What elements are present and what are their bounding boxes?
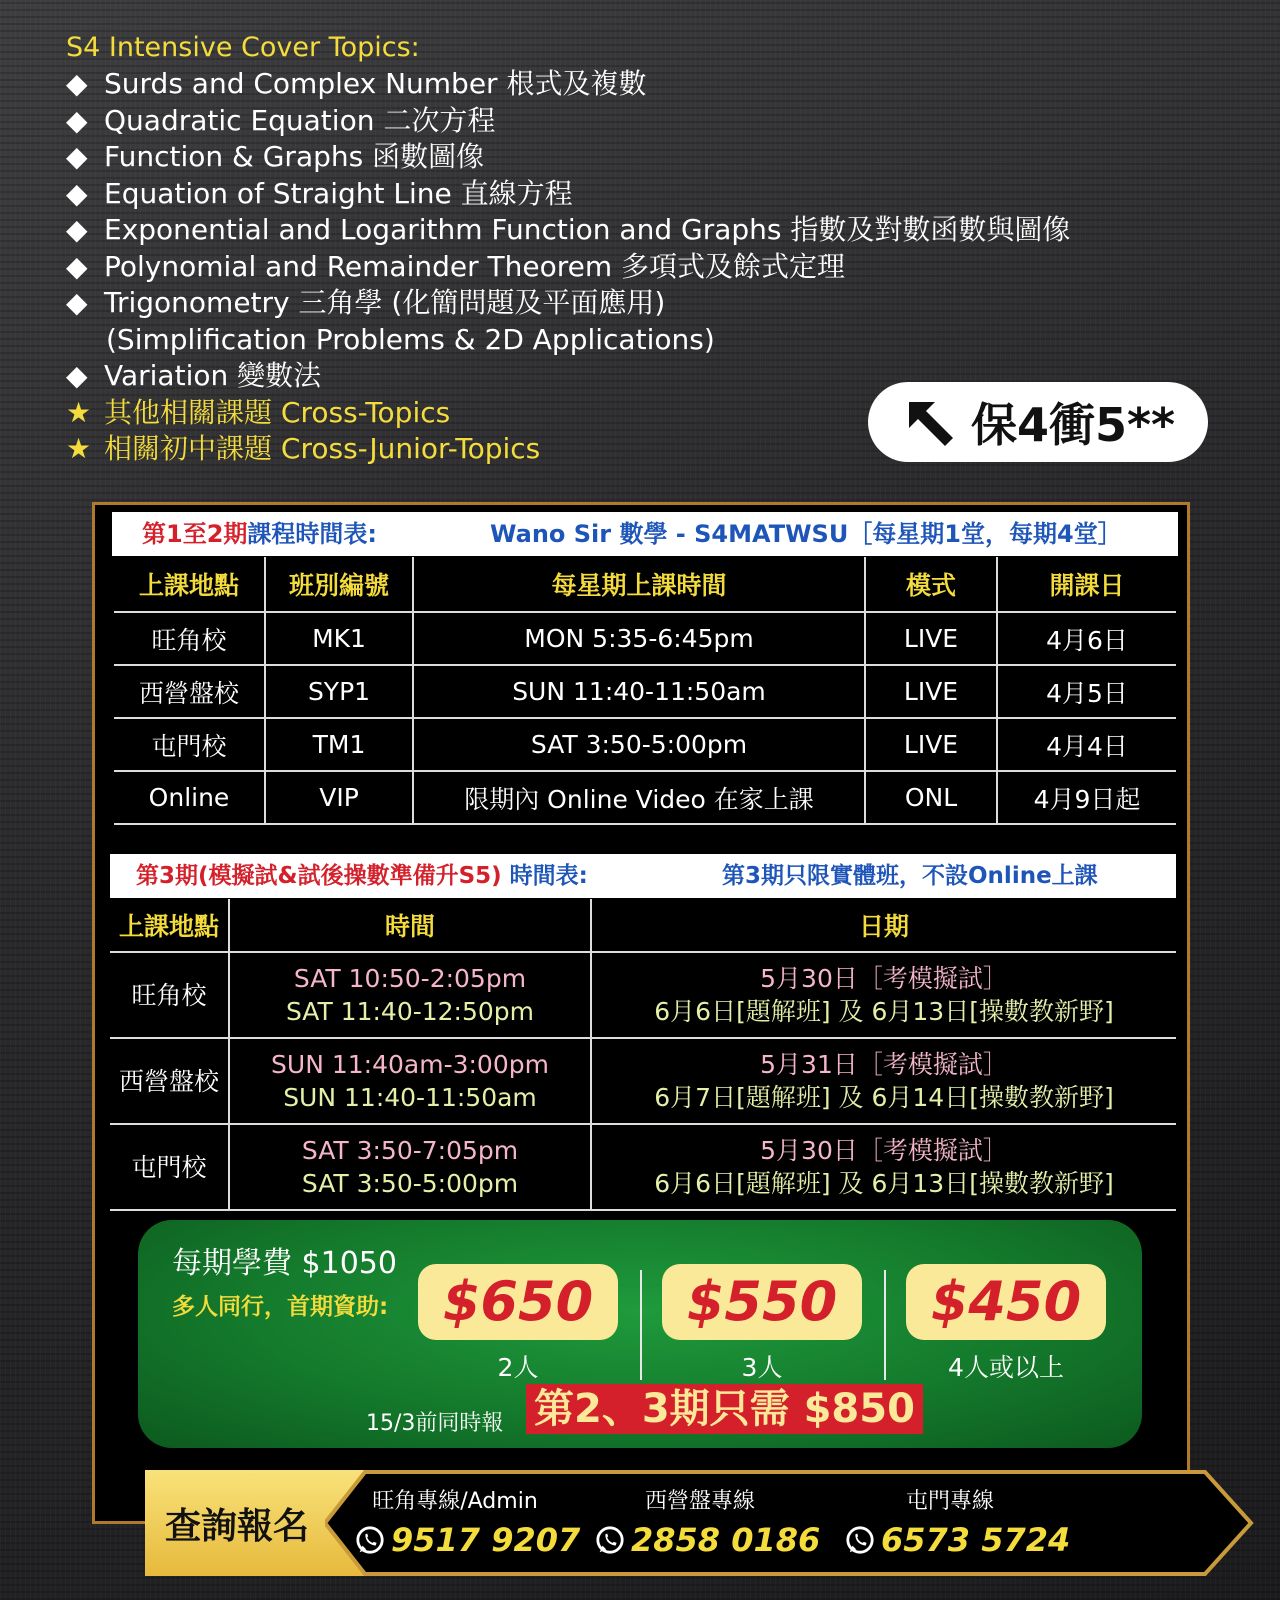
contact-label: 查詢報名 — [165, 1506, 310, 1547]
group-discount-label: 多人同行，首期資助: — [172, 1294, 389, 1320]
per-term-fee: 每期學費 $1050 — [172, 1246, 397, 1281]
schedule1-subtitle: Wano Sir 數學 - S4MATWSU［每星期1堂，每期4堂］ — [490, 520, 1122, 548]
table-row — [114, 771, 1176, 824]
table-row — [110, 1124, 1176, 1210]
schedule3-title-red: 第3期(模擬試&試後操數準備升S5) — [136, 863, 502, 889]
divider — [640, 1270, 642, 1380]
column-header: 每星期上課時間 — [413, 557, 865, 612]
cell-start-date: 4月9日起 — [997, 771, 1176, 824]
whatsapp-icon — [355, 1525, 385, 1555]
schedule1-header — [112, 512, 1178, 556]
cell-dates: 5月30日［考模擬試］ 6月6日[題解班] 及 6月13日[操數教新野] — [591, 952, 1176, 1038]
whatsapp-icon — [845, 1525, 875, 1555]
topic-item: ◆ Function & Graphs 函數圖像 — [66, 139, 1186, 176]
table-row — [114, 612, 1176, 665]
diamond-bullet-icon: ◆ — [66, 140, 88, 173]
table-row — [114, 718, 1176, 771]
topic-item-continuation: (Simplification Problems & 2D Applications) — [106, 322, 715, 356]
people-count: 2人 — [497, 1353, 539, 1382]
schedule3-table — [110, 899, 1176, 1211]
phone-entry: 旺角專線/Admin 9517 9207 — [355, 1484, 555, 1559]
cell-mode: ONL — [865, 771, 997, 824]
table-row — [110, 952, 1176, 1038]
whatsapp-icon — [595, 1525, 625, 1555]
topic-item: ◆ Exponential and Logarithm Function and Graphs 指數及對數函數與圖像 — [66, 212, 1186, 249]
grade-badge — [868, 382, 1208, 462]
cell-time: SAT 10:50-2:05pm SAT 11:40-12:50pm — [229, 952, 591, 1038]
cell-location: Online — [114, 771, 265, 824]
topic-item: ◆ Equation of Straight Line 直線方程 — [66, 176, 1186, 213]
diamond-bullet-icon: ◆ — [66, 286, 88, 319]
diamond-bullet-icon: ◆ — [66, 67, 88, 100]
price-tag: $550 — [662, 1264, 862, 1340]
price-tag: $650 — [418, 1264, 618, 1340]
star-topic-item: ★ 相關初中課題 Cross-Junior-Topics — [66, 431, 1186, 468]
column-header: 時間 — [229, 899, 591, 952]
cell-dates: 5月30日［考模擬試］ 6月6日[題解班] 及 6月13日[操數教新野] — [591, 1124, 1176, 1210]
phone-number: 2858 0186 — [631, 1521, 821, 1559]
cell-location: 屯門校 — [114, 718, 265, 771]
divider — [884, 1270, 886, 1380]
schedule1-table — [114, 557, 1176, 825]
column-header: 上課地點 — [110, 899, 229, 952]
diamond-bullet-icon: ◆ — [66, 213, 88, 246]
phone-entry: 西營盤專線 2858 0186 — [595, 1484, 805, 1559]
cell-time: MON 5:35-6:45pm — [413, 612, 865, 665]
cell-time: SUN 11:40-11:50am — [413, 665, 865, 718]
cell-time: SUN 11:40am-3:00pm SUN 11:40-11:50am — [229, 1038, 591, 1124]
diamond-bullet-icon: ◆ — [66, 249, 88, 283]
cell-class-code: MK1 — [265, 612, 413, 665]
diamond-bullet-icon: ◆ — [66, 103, 88, 137]
phone-entry: 屯門專線 6573 5724 — [845, 1484, 1055, 1559]
cell-location: 旺角校 — [114, 612, 265, 665]
people-count: 4人或以上 — [948, 1353, 1064, 1382]
topic-item: ◆ Variation 變數法 — [66, 358, 1186, 395]
topic-item: ◆ Quadratic Equation 二次方程 — [66, 103, 1186, 140]
schedule1-title-blue: 課程時間表: — [247, 520, 378, 548]
star-icon: ★ — [66, 432, 92, 465]
schedule3-title-blue: 時間表: — [509, 863, 588, 889]
diamond-bullet-icon: ◆ — [66, 359, 88, 392]
column-header: 開課日 — [997, 557, 1176, 612]
price-tag: $450 — [906, 1264, 1106, 1340]
column-header: 日期 — [591, 899, 1176, 952]
schedule3-header — [110, 854, 1176, 898]
star-icon: ★ — [66, 395, 92, 429]
cell-start-date: 4月4日 — [997, 718, 1176, 771]
topic-item: ◆ Polynomial and Remainder Theorem 多項式及餘式定理 — [66, 249, 1186, 286]
cell-start-date: 4月6日 — [997, 612, 1176, 665]
badge-text: 保4衝5** — [970, 398, 1176, 452]
column-header: 班別編號 — [265, 557, 413, 612]
topic-item: ◆ Surds and Complex Number 根式及複數 — [66, 66, 1186, 103]
cell-mode: LIVE — [865, 718, 997, 771]
column-header: 模式 — [865, 557, 997, 612]
cell-location: 西營盤校 — [114, 665, 265, 718]
topic-item: ◆ Trigonometry 三角學 (化簡問題及平面應用) — [66, 285, 1186, 322]
diamond-bullet-icon: ◆ — [66, 176, 88, 210]
cell-time: SAT 3:50-7:05pm SAT 3:50-5:00pm — [229, 1124, 591, 1210]
arrow-up-left-icon — [901, 394, 957, 450]
cell-time: SAT 3:50-5:00pm — [413, 718, 865, 771]
column-header: 上課地點 — [114, 557, 265, 612]
contact-bar — [145, 1470, 1131, 1576]
star-topic-item: ★ 其他相關課題 Cross-Topics — [66, 395, 1186, 432]
cell-mode: LIVE — [865, 612, 997, 665]
cell-class-code: TM1 — [265, 718, 413, 771]
schedule1-title-red: 第1至2期 — [142, 520, 248, 548]
cell-location: 屯門校 — [110, 1124, 229, 1210]
cell-dates: 5月31日［考模擬試］ 6月7日[題解班] 及 6月14日[操數教新野] — [591, 1038, 1176, 1124]
cell-class-code: SYP1 — [265, 665, 413, 718]
early-bird-label: 15/3前同時報 — [366, 1411, 504, 1436]
table-row — [114, 665, 1176, 718]
cell-location: 西營盤校 — [110, 1038, 229, 1124]
cell-class-code: VIP — [265, 771, 413, 824]
cell-mode: LIVE — [865, 665, 997, 718]
topics-title: S4 Intensive Cover Topics: — [66, 32, 420, 63]
cell-time: 限期內 Online Video 在家上課 — [413, 771, 865, 824]
table-row — [110, 1038, 1176, 1124]
schedule3-note: 第3期只限實體班，不設Online上課 — [722, 863, 1098, 889]
cell-start-date: 4月5日 — [997, 665, 1176, 718]
phone-number: 9517 9207 — [391, 1521, 581, 1559]
phone-number: 6573 5724 — [881, 1521, 1071, 1559]
fee-box — [138, 1220, 1142, 1448]
cell-location: 旺角校 — [110, 952, 229, 1038]
early-bird-offer: 第2、3期只需 $850 — [526, 1384, 923, 1434]
people-count: 3人 — [741, 1353, 783, 1382]
